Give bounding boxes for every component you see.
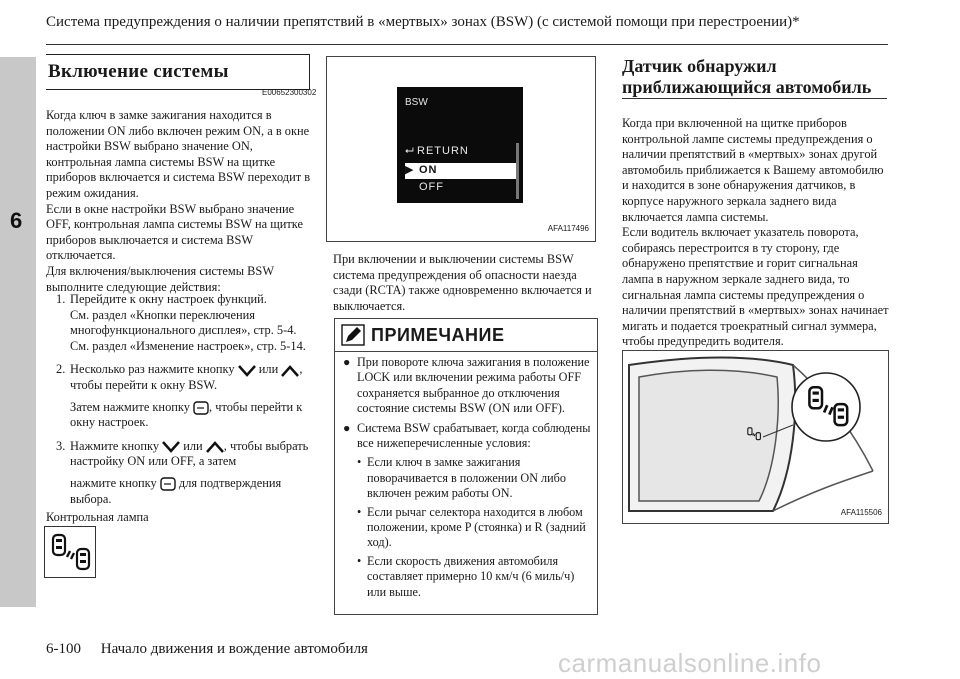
figure-display-bsw [326,56,596,242]
list-item: ● Система BSW срабатывает, когда соблюдены все нижеперечисленные условия: [343,420,591,451]
page-number: 6-100 [46,641,81,657]
note-title: ПРИМЕЧАНИЕ [371,325,505,345]
list-item: • Если рычаг селектора находится в любом положении, кроме P (стоянка) и R (задний ход). [357,504,586,550]
paragraph: Для включения/выключения системы BSW выполните следующие действия: [46,263,274,294]
paragraph: Когда ключ в замке зажигания находится в положении ON либо включен режим ON, а в окне настройки BSW выбрано значение ON, контрольная лампа системы BSW на щитке приборов включается и система BSW переходит в режим ожидания. [46,108,311,200]
section-heading-box [46,54,310,90]
list-item: 3. Нажмите кнопку или , чтобы выбрать настройку ON или OFF, а затем нажмите кнопку для подтверждения выбора. [56,438,309,506]
selection-arrow-icon: ▶ [405,164,415,176]
screen-title: BSW [405,97,428,108]
section-title-detection: Датчик обнаружил приближающийся автомобиль [622,56,872,97]
chapter-sidebar [0,57,36,607]
bsw-indicator-lamp-box [44,526,96,578]
header-rule [46,44,888,45]
list-item: ● При повороте ключа зажигания в положение LOCK или включении режима работы OFF сохраняется выбранное до отключения состояние системы BSW (ON или OFF). [343,355,590,416]
chevron-down-icon [238,365,256,377]
list-item: 2. Несколько раз нажмите кнопку или , чтобы перейти к окну BSW. Затем нажмите кнопку , чтобы перейти к окну настроек. [56,362,303,430]
lamp-label: Контрольная лампа [46,510,149,524]
section-title-enable: Включение системы [48,61,229,82]
note-header [335,319,597,352]
chevron-up-icon [281,365,299,377]
list-item: 1. Перейдите к окну настроек функций. См. раздел «Кнопки переключения многофункционального дисплея», стр. 5-4. См. раздел «Изменение настроек», стр. 5-14. [56,292,306,353]
menu-item-return: ⮠ RETURN [405,145,469,157]
list-item: • Если ключ в замке зажигания поворачивается в положении ON либо включен режим работы ON. [357,455,566,501]
return-arrow-icon: ⮠ [405,145,415,157]
chapter-tab-number: 6 [10,208,23,233]
lcd-screen [397,87,523,203]
note-body [343,355,591,603]
side-mirror-illustration [623,351,888,523]
enter-button-icon [193,401,209,415]
section2-text [622,116,890,350]
figure-code: AFA117496 [547,224,589,233]
page-footer [46,641,384,658]
scrollbar [516,143,519,199]
figure-side-mirror [622,350,889,524]
page-header: Система предупреждения о наличии препятствий в «мертвых» зонах (BSW) (с системой помощи при перестроении)* [46,14,800,30]
list-item: • Если скорость движения автомобиля составляет примерно 10 км/ч (6 миль/ч) или выше. [357,553,575,599]
chapter-name: Начало движения и вождение автомобиля [100,641,368,657]
section-code: E00652300302 [262,88,317,97]
pencil-icon [341,324,365,346]
steps-list [56,292,318,515]
paragraph: Когда при включенной на щитке приборов контрольной лампе системы предупреждения о наличии препятствий в «мертвых» зонах другой автомобиль приближается к Вашему автомобилю и находится в зоне обнаружения датчиков, в корпусе наружного зеркала заднего вида включается лампа системы. [622,116,884,224]
menu-item-on: ▶ ON [405,163,517,179]
chevron-up-icon [206,441,224,453]
figure-code: AFA115506 [840,508,882,517]
bsw-lamp-icon [45,527,95,577]
rcta-paragraph: При включении и выключении системы BSW система предупреждения об опасности наезда сзади (RCTA) также одновременно включается и выключается. [333,252,592,313]
enter-button-icon [160,477,176,491]
heading-rule [622,98,887,99]
watermark: carmanualsonline.info [558,648,822,678]
paragraph: Если водитель включает указатель поворота, собираясь перестроится в ту сторону, где обнаружено препятствие и горит сигнальная лампа в наружном зеркале заднего вида, то сигнальная лампа системы предупреждения о наличии препятствий в «мертвых» зонах начинает мигать и подается троекратный сигнал зуммера, чтобы предупредить водителя. [622,225,889,349]
section1-text [46,108,316,295]
paragraph: Если в окне настройки BSW выбрано значение OFF, контрольная лампа системы BSW на щитке приборов выключается и система BSW отключается. [46,201,304,263]
menu-item-off: OFF [419,181,444,193]
note-box [334,318,598,615]
chevron-down-icon [162,441,180,453]
